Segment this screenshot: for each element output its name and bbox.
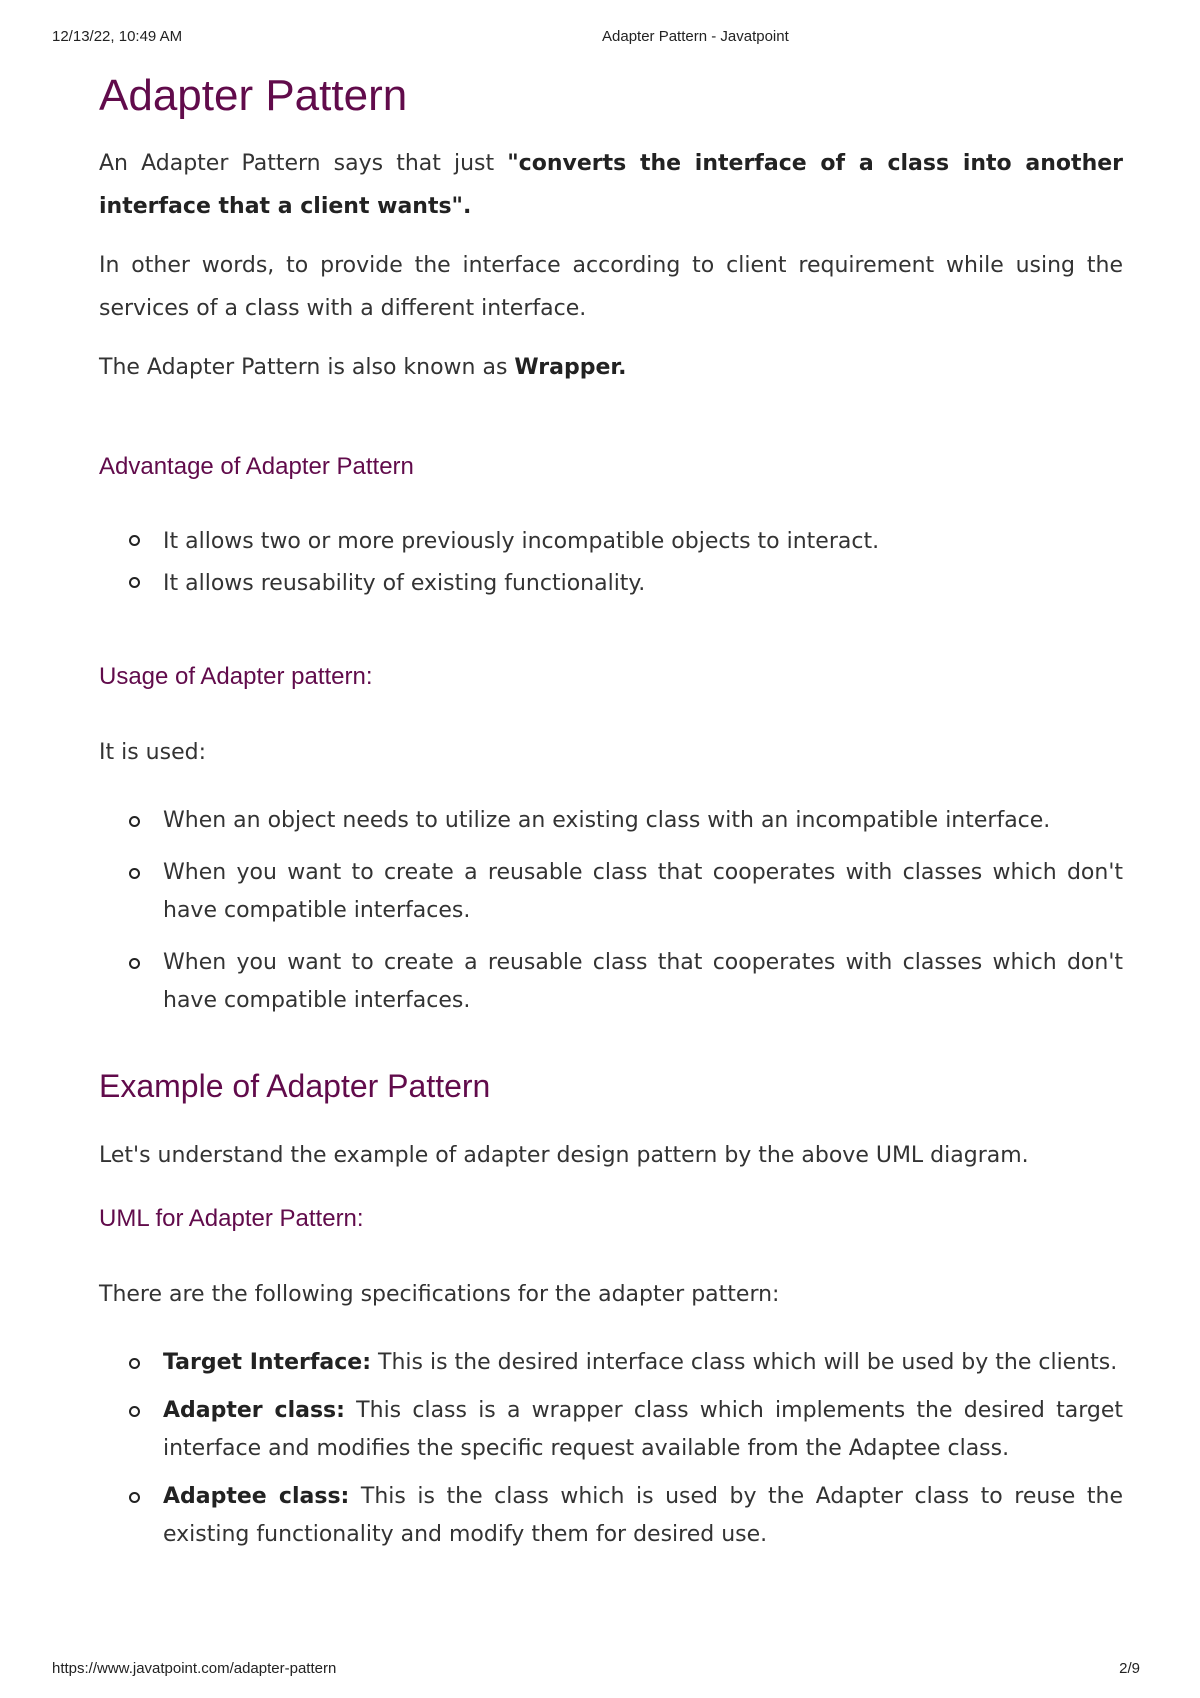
spec-desc: This is the class which is used by the Adapter class to reuse the existing functionality and modify them for desired use.: [163, 1484, 1123, 1547]
spec-term: Adaptee class:: [163, 1484, 350, 1509]
print-header: [52, 28, 1148, 48]
intro-paragraph: [99, 142, 1123, 228]
usage-heading: Usage of Adapter pattern:: [99, 663, 373, 690]
bullet-icon: [129, 868, 140, 879]
wrapper-term: Wrapper.: [514, 355, 627, 380]
list-item: [99, 1344, 1123, 1382]
advantage-text: It allows reusability of existing functionality.: [163, 571, 646, 596]
uml-heading: UML for Adapter Pattern:: [99, 1205, 364, 1232]
print-page-title: Adapter Pattern - Javatpoint: [602, 28, 789, 45]
list-item: [99, 802, 1123, 840]
example-heading: Example of Adapter Pattern: [99, 1068, 491, 1104]
list-item: [99, 1478, 1123, 1554]
bullet-icon: [129, 958, 140, 969]
intro-text: An Adapter Pattern says that just: [99, 151, 508, 176]
list-item: [99, 854, 1123, 930]
spec-desc: This class is a wrapper class which implements the desired target interface and modifies the specific request available from the Adaptee class.: [163, 1398, 1123, 1461]
print-url: https://www.javatpoint.com/adapter-pattern: [52, 1660, 337, 1677]
list-item: [99, 1392, 1123, 1468]
example-paragraph: Let's understand the example of adapter design pattern by the above UML diagram.: [99, 1143, 1029, 1168]
print-footer: [52, 1660, 1148, 1680]
usage-text: When an object needs to utilize an existing class with an incompatible interface.: [163, 808, 1051, 833]
page-title: Adapter Pattern: [99, 71, 408, 120]
spec-term: Target Interface:: [163, 1350, 372, 1375]
usage-text: When you want to create a reusable class that cooperates with classes which don't have compatible interfaces.: [163, 860, 1123, 923]
article: [99, 64, 1123, 1564]
usage-intro: It is used:: [99, 740, 206, 765]
list-item: [99, 521, 1123, 563]
print-page-number: 2/9: [1119, 1660, 1140, 1677]
list-item: [99, 563, 1123, 605]
other-words-paragraph: In other words, to provide the interface according to client requirement while using the services of a class with a different interface.: [99, 253, 1123, 321]
advantage-list: [99, 521, 1123, 605]
intro-definition: "converts the interface of a class into another interface that a client wants".: [99, 151, 1123, 219]
usage-list: [99, 802, 1123, 1020]
specs-intro: There are the following specifications for the adapter pattern:: [99, 1282, 780, 1307]
advantage-heading: Advantage of Adapter Pattern: [99, 453, 414, 480]
bullet-icon: [129, 816, 140, 827]
list-item: [99, 944, 1123, 1020]
wrapper-paragraph: [99, 346, 1123, 389]
usage-text: When you want to create a reusable class that cooperates with classes which don't have compatible interfaces.: [163, 950, 1123, 1013]
spec-list: [99, 1344, 1123, 1554]
bullet-icon: [129, 1492, 140, 1503]
spec-term: Adapter class:: [163, 1398, 345, 1423]
bullet-icon: [129, 1358, 140, 1369]
wrapper-text: The Adapter Pattern is also known as: [99, 355, 515, 380]
bullet-icon: [129, 577, 140, 588]
spec-desc: This is the desired interface class which will be used by the clients.: [371, 1350, 1118, 1375]
bullet-icon: [129, 535, 140, 546]
print-datetime: 12/13/22, 10:49 AM: [52, 28, 183, 45]
bullet-icon: [129, 1406, 140, 1417]
advantage-text: It allows two or more previously incompatible objects to interact.: [163, 529, 880, 554]
